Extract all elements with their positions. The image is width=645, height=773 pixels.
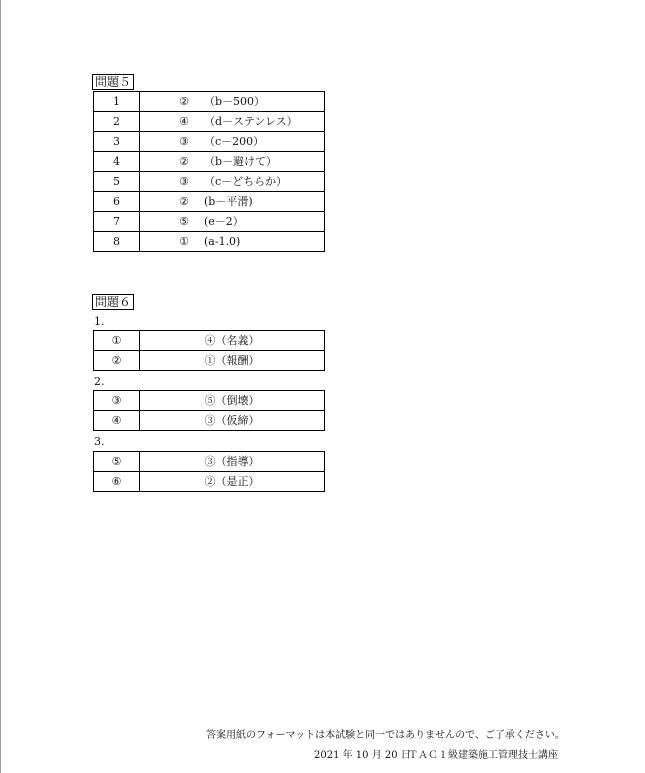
q6-row (94, 411, 325, 431)
q5-row-number: 4 (94, 152, 140, 172)
q5-row (94, 92, 325, 112)
q6-answer: ④（名義） (140, 331, 325, 351)
q5-choice-number: ① (179, 235, 189, 248)
q6-blank-number: ⑥ (94, 472, 140, 492)
q5-answer-text: (b－平滑) (204, 195, 253, 208)
q5-answer-text: (a-1.0) (204, 235, 241, 248)
q5-row (94, 132, 325, 152)
q6-row (94, 331, 325, 351)
q5-row-answer-cell (140, 232, 325, 252)
q6-answer: ③（仮締） (140, 411, 325, 431)
q5-row-answer-cell (140, 132, 325, 152)
footer-org: ＴＡＣ１級建築施工管理技士講座 (408, 750, 558, 761)
q5-row-number: 5 (94, 172, 140, 192)
footer-date: 2021 年 10 月 20 日 (314, 750, 411, 761)
q5-answer-text: （b－500） (204, 95, 266, 108)
q5-row-answer-cell (140, 172, 325, 192)
q5-row-answer-cell (140, 212, 325, 232)
footer-note: 答案用紙のフォーマットは本試験と同一ではありませんので、ご了承ください。 (206, 730, 565, 741)
q6-answer: ①（報酬） (140, 351, 325, 371)
q5-row-number: 7 (94, 212, 140, 232)
q5-choice-number: ④ (179, 115, 189, 128)
q5-answer-text: （c－どちらか） (204, 175, 288, 188)
q5-choice-number: ② (179, 95, 189, 108)
q5-row-answer-cell (140, 92, 325, 112)
q6-blank-number: ③ (94, 391, 140, 411)
q6-group-2-label: 2. (94, 375, 105, 388)
q6-group-3-label: 3. (94, 435, 105, 448)
q5-row-number: 2 (94, 112, 140, 132)
q6-blank-number: ① (94, 331, 140, 351)
q6-answer: ③（指導） (140, 452, 325, 472)
q5-row (94, 232, 325, 252)
q5-row-answer-cell (140, 192, 325, 212)
q6-blank-number: ② (94, 351, 140, 371)
q5-row-number: 6 (94, 192, 140, 212)
q5-row (94, 152, 325, 172)
q5-row-answer-cell (140, 152, 325, 172)
q6-blank-number: ⑤ (94, 452, 140, 472)
q5-choice-number: ⑤ (179, 215, 189, 228)
q5-row (94, 212, 325, 232)
page-left-border (0, 0, 1, 773)
q5-choice-number: ③ (179, 175, 189, 188)
q5-choice-number: ③ (179, 135, 189, 148)
q5-answer-text: （b－避けて） (204, 155, 278, 168)
q6-row (94, 391, 325, 411)
q6-group-3-table (93, 451, 325, 492)
q6-group-2-table (93, 390, 325, 431)
q6-answer: ②（是正） (140, 472, 325, 492)
q6-row (94, 452, 325, 472)
q5-row-number: 1 (94, 92, 140, 112)
q6-blank-number: ④ (94, 411, 140, 431)
q5-answer-text: (e－2） (204, 215, 244, 228)
q6-heading: 問題６ (92, 294, 134, 310)
q6-row (94, 472, 325, 492)
q5-row (94, 192, 325, 212)
q6-group-1-table (93, 330, 325, 371)
q6-row (94, 351, 325, 371)
q6-answer: ⑤（倒壊） (140, 391, 325, 411)
q5-answer-text: （d－ステンレス） (204, 115, 298, 128)
q5-table (93, 91, 325, 252)
q5-heading: 問題５ (92, 74, 134, 90)
q6-group-1-label: 1. (94, 315, 105, 328)
q5-row-answer-cell (140, 112, 325, 132)
q5-row (94, 112, 325, 132)
q5-answer-text: （c－200） (204, 135, 265, 148)
q5-choice-number: ② (179, 155, 189, 168)
q5-choice-number: ② (179, 195, 189, 208)
q5-row-number: 8 (94, 232, 140, 252)
q5-row (94, 172, 325, 192)
q5-row-number: 3 (94, 132, 140, 152)
